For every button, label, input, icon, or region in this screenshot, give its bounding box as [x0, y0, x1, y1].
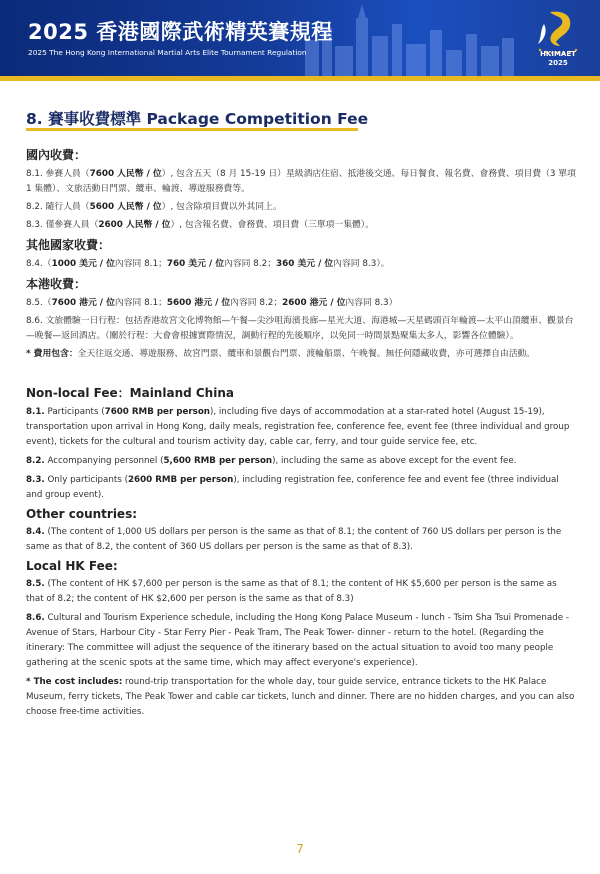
item-text: ), including registration fee, conference fee and event fee (three individual and group event). [26, 475, 559, 500]
price: 5600 人民幣 / 位 [89, 202, 162, 212]
en-item-8-4 [26, 525, 576, 555]
page-number: 7 [296, 842, 304, 856]
item-number: 8.4. [26, 527, 45, 537]
cn-other-heading: 其他國家收費： [26, 238, 111, 252]
cost-includes-label: * 費用包含： [26, 349, 78, 359]
item-number: 8.4. [26, 259, 43, 269]
item-number: 8.5. [26, 298, 43, 308]
item-text: 內容同 8.1； [114, 259, 167, 269]
item-text: (The content of 1,000 US dollars per person is the same as that of 8.1; the content of 760 US dollars per person is the same as that of 8.2, the content of 360 US dollars per person is the same as that of 8.3). [26, 527, 562, 552]
item-text: 內容同 8.3）。 [333, 259, 390, 269]
item-number: 8.2. [26, 202, 43, 212]
item-text: Only participants ( [44, 475, 128, 485]
header-subtitle: 2025 The Hong Kong International Martial Arts Elite Tournament Regulation [28, 48, 307, 57]
logo-text [536, 50, 580, 68]
en-item-8-5 [26, 577, 576, 607]
header-title: 2025 香港國際武術精英賽規程 [28, 20, 333, 44]
section-title-underline [26, 128, 358, 131]
item-number: 8.6. [26, 613, 45, 623]
price: 5,600 RMB per person [163, 456, 273, 466]
item-text: 文旅體驗一日行程：包括香港故宮文化博物館—午餐—尖沙咀海濱長廊—星光大道、海港城—天星碼頭百年輪渡—太平山頂纜車、觀景台—晚餐—返回酒店。（關於行程：大會會根據實際情況，調動行程的先後順序，以免同一時間景點聚集太多人，影響各位體驗）。 [26, 316, 574, 341]
en-item-8-2 [26, 454, 576, 469]
item-text: (The content of HK $7,600 per person is the same as that of 8.1; the content of HK $5,600 per person is the same as that of 8.2; the content of HK $2,600 per person is the same as that of 8.3) [26, 579, 557, 604]
city-skyline-graphic [300, 0, 520, 76]
item-text: Participants ( [44, 407, 105, 417]
en-cost-includes [26, 675, 576, 720]
item-text: ）, 包含報名費、會務費、項目費（三單項一集體）。 [170, 220, 374, 230]
item-text: 內容同 8.2； [230, 298, 283, 308]
item-text: （ [42, 298, 52, 308]
cn-item-8-4 [26, 257, 576, 272]
logo-year: 2025 [548, 59, 568, 67]
item-text: ), including the same as above except for the event fee. [272, 456, 517, 466]
item-text: Accompanying personnel ( [44, 456, 164, 466]
cost-includes-label: * The cost includes: [26, 677, 123, 687]
cn-cost-includes [26, 347, 576, 362]
cn-local-heading: 本港收費： [26, 277, 87, 291]
price: 760 美元 / 位 [166, 259, 225, 269]
cn-domestic-heading: 國內收費： [26, 148, 87, 162]
cn-item-8-3 [26, 218, 576, 233]
item-text: Cultural and Tourism Experience schedule, including the Hong Kong Palace Museum - lunch - Tsim Sha Tsui Promenade - Avenue of Stars, Harbour City - Star Ferry Pier - Peak Tram, The Peak Tower- dinner - return to the hotel. (Regarding the itinerary: The committee will adjust the sequence of the itinerary based on the actual situation to avoid too many people gathering at the scenic spots at the same time, which may affect everyone's experience). [26, 613, 569, 668]
page-header-banner [0, 0, 600, 76]
price: 7600 港元 / 位 [51, 298, 115, 308]
item-number: 8.6. [26, 316, 43, 326]
price: 2600 港元 / 位 [282, 298, 346, 308]
item-text: 僅參賽人員（ [45, 220, 99, 230]
cn-item-8-1 [26, 167, 576, 197]
price: 2600 RMB per person [127, 475, 234, 485]
item-number: 8.3. [26, 475, 45, 485]
fee-content [26, 146, 576, 724]
item-text: 內容同 8.3） [345, 298, 398, 308]
item-text: 隨行人員（ [45, 202, 90, 212]
en-other-heading: Other countries: [26, 507, 138, 521]
header-accent-bar [0, 76, 600, 81]
item-number: 8.5. [26, 579, 45, 589]
item-text: ）, 包含五天（8 月 15-19 日）星級酒店住宿、抵港後交通、每日餐食、報名費、會務費、項目費（3 單項 1 集體）、文旅活動日門票、纜車、輪渡、導遊服務費等。 [26, 169, 576, 194]
cn-item-8-5 [26, 296, 576, 311]
item-text: 參賽人員（ [45, 169, 90, 179]
price: 360 美元 / 位 [276, 259, 334, 269]
price: 5600 港元 / 位 [166, 298, 231, 308]
item-text: 全天往返交通、導遊服務、故宮門票、纜車和景觀台門票、渡輪船票、午晚餐。無任何隱藏收費，亦可選擇自由活動。 [77, 349, 536, 359]
item-text: 內容同 8.2； [224, 259, 277, 269]
item-text: 內容同 8.1； [114, 298, 167, 308]
price: 2600 人民幣 / 位 [98, 220, 171, 230]
cn-item-8-2 [26, 200, 576, 215]
en-nonlocal-heading: Non-local Fee：Mainland China [26, 386, 234, 400]
item-number: 8.3. [26, 220, 43, 230]
price: 7600 RMB per person [104, 407, 210, 417]
item-text: ), including five days of accommodation at a star-rated hotel (August 15-19), transportation upon arrival in Hong Kong, daily meals, registration fee, conference fee, event fee (three individual and group event), tickets for the cultural and tourism activity day, cable car, ferry, and tour guide service fee, etc. [26, 407, 570, 447]
item-number: 8.2. [26, 456, 45, 466]
item-number: 8.1. [26, 407, 45, 417]
en-item-8-6 [26, 611, 576, 671]
logo-acronym: HKIMAET [540, 50, 576, 58]
price: 1000 美元 / 位 [51, 259, 115, 269]
price: 7600 人民幣 / 位 [89, 169, 162, 179]
section-title: 8. 賽事收費標準 Package Competition Fee [26, 110, 369, 128]
item-number: 8.1. [26, 169, 43, 179]
item-text: （ [42, 259, 52, 269]
en-item-8-3 [26, 473, 576, 503]
en-local-heading: Local HK Fee: [26, 559, 118, 573]
en-item-8-1 [26, 405, 576, 450]
item-text: ）, 包含除項目費以外其同上。 [161, 202, 282, 212]
cn-item-8-6 [26, 314, 576, 344]
item-text: round-trip transportation for the whole day, tour guide service, entrance tickets to the HK Palace Museum, ferry tickets, The Peak Tower and cable car tickets, lunch and dinner. There are no hidden charges, and you can also choose free-time activities. [26, 677, 575, 717]
